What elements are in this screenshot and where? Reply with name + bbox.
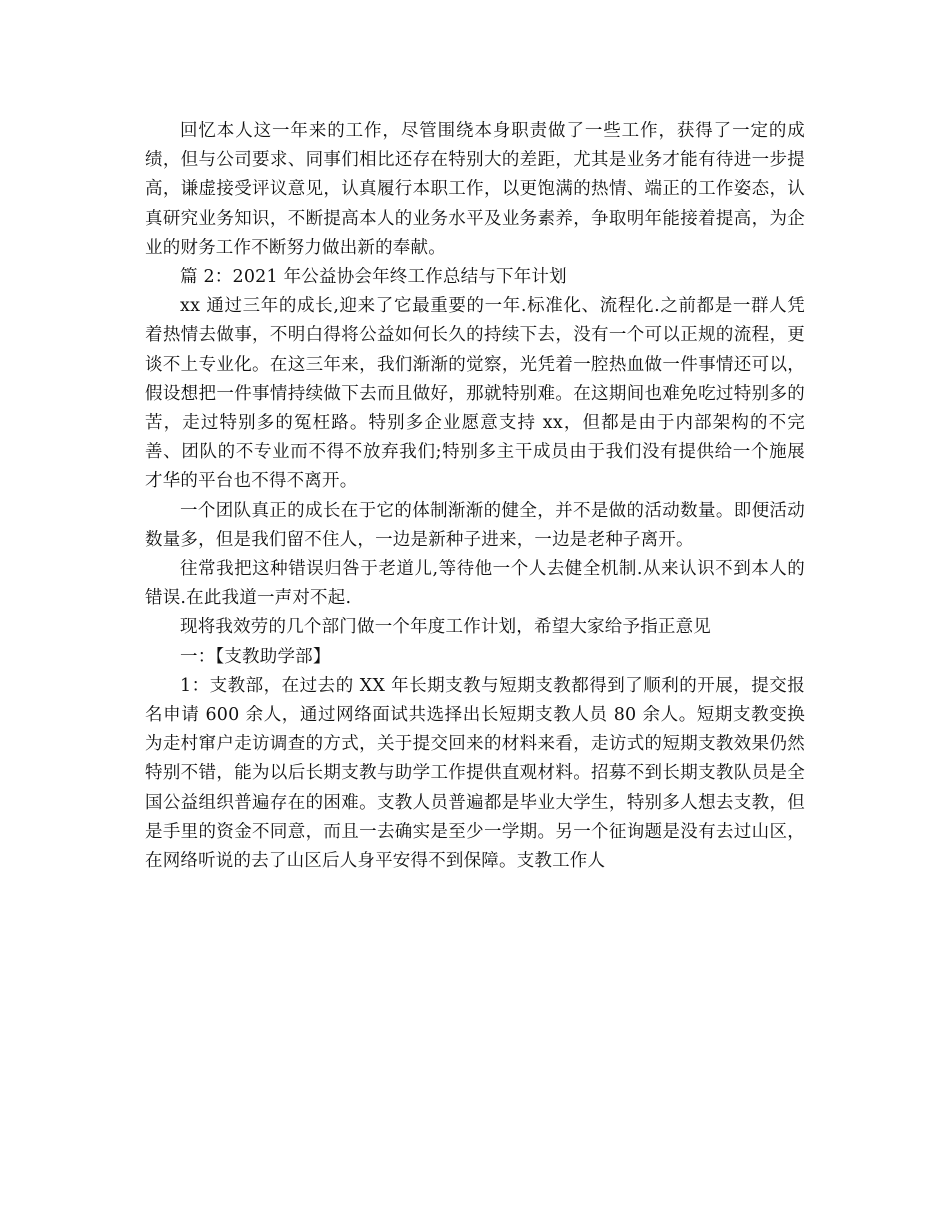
document-page (145, 117, 805, 876)
paragraph-apology: 往常我把这种错误归咎于老道儿,等待他一个人去健全机制.从来认识不到本人的错误.在此我道一声对不起. (145, 559, 805, 609)
paragraph-teaching-department: 1：支教部，在过去的 XX 年长期支教与短期支教都得到了顺利的开展，提交报名申请 600 余人，通过网络面试共选择出长短期支教人员 80 余人。短期支教变换为走村窜户走访调查的方式，关于提交回来的材料来看，走访式的短期支教效果仍然特别不错，能为以后长期支教与助学工作提供直观材料。招募不到长期支教队员是全国公益组织普遍存在的困难。支教人员普遍都是毕业大学生，特别多人想去支教，但是手里的资金不同意，而且一去确实是至少一学期。另一个征询题是没有去过山区，在网络听说的去了山区后人身平安得不到保障。支教工作人 (145, 675, 805, 872)
paragraph-review: 回忆本人这一年来的工作，尽管围绕本身职责做了一些工作，获得了一定的成绩，但与公司要求、同事们相比还存在特别大的差距，尤其是业务才能有待进一步提高，谦虚接受评议意见，认真履行本职工作，以更饱满的热情、端正的工作姿态，认真研究业务知识，不断提高本人的业务水平及业务素养，争取明年能接着提高，为企业的财务工作不断努力做出新的奉献。 (145, 121, 805, 258)
section-heading-teaching: 一：【支教助学部】 (180, 646, 331, 667)
paragraph-team: 一个团队真正的成长在于它的体制渐渐的健全，并不是做的活动数量。即便活动数量多，但是我们留不住人，一边是新种子进来，一边是老种子离开。 (145, 500, 805, 550)
paragraph-growth: xx 通过三年的成长,迎来了它最重要的一年.标准化、流程化.之前都是一群人凭着热情去做事，不明白得将公益如何长久的持续下去，没有一个可以正规的流程，更谈不上专业化。在这三年来，我们渐渐的觉察，光凭着一腔热血做一件事情还可以，假设想把一件事情持续做下去而且做好，那就特别难。在这期间也难免吃过特别多的苦，走过特别多的冤枉路。特别多企业愿意支持 xx，但都是由于内部架构的不完善、团队的不专业而不得不放弃我们;特别多主干成员由于我们没有提供给一个施展才华的平台也不得不离开。 (145, 296, 805, 492)
paragraph-plan-intro: 现将我效劳的几个部门做一个年度工作计划，希望大家给予指正意见 (180, 617, 711, 638)
article-title: 篇 2：2021 年公益协会年终工作总结与下年计划 (180, 267, 567, 288)
